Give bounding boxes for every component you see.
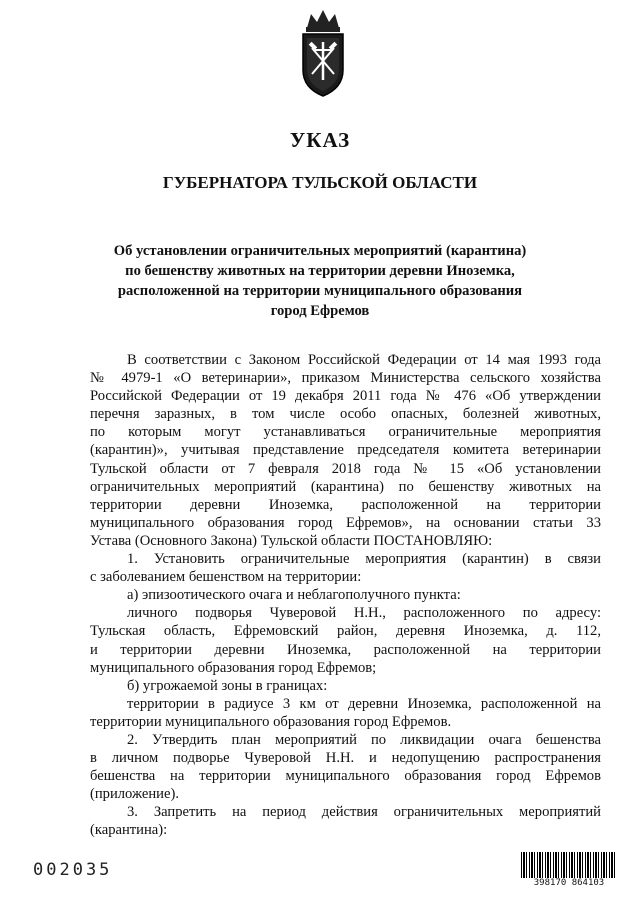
body-line: (карантина):: [90, 822, 168, 839]
barcode-number: 398170 864103: [533, 878, 605, 888]
body-line: а) эпизоотического очага и неблагополучного пункта:: [127, 587, 461, 604]
subject-line: Об установлении ограничительных мероприятий (карантина): [113, 243, 527, 259]
body-line: 1. Установить ограничительные мероприятия (карантин) в связи: [127, 551, 601, 568]
body-line: муниципального образования город Ефремов», на основании статьи 33: [90, 514, 601, 531]
coat-of-arms-icon: [297, 8, 349, 98]
subject-line: город Ефремов: [270, 303, 370, 319]
body-line: Тульская область, Ефремовский район, деревня Иноземка, д. 112,: [90, 623, 601, 640]
subject-line: по бешенству животных на территории деревни Иноземка,: [125, 263, 515, 279]
body-line: с заболеванием бешенством на территории:: [90, 569, 362, 586]
body-line: и территории деревни Иноземка, расположенной на территории: [90, 641, 601, 658]
body-line: 3. Запретить на период действия ограничительных мероприятий: [127, 804, 601, 821]
body-line: б) угрожаемой зоны в границах:: [127, 677, 328, 694]
body-line: Тульской области от 7 февраля 2018 года № 15 «Об установлении: [90, 460, 601, 477]
body-line: личного подворья Чуверовой Н.Н., расположенного по адресу:: [127, 605, 601, 622]
decree-body: [90, 351, 601, 840]
body-line: бешенства на территории муниципального образования город Ефремов: [90, 768, 601, 785]
body-line: (карантин)», учитывая представление председателя комитета ветеринарии: [90, 442, 601, 459]
body-line: ограничительных мероприятий (карантина) по бешенству животных на: [90, 478, 601, 495]
body-line: территории деревни Иноземка, расположенной на территории: [90, 496, 601, 513]
body-line: № 4979-1 «О ветеринарии», приказом Министерства сельского хозяйства: [90, 370, 601, 387]
body-line: перечня заразных, в том числе особо опасных, болезней животных,: [90, 406, 601, 423]
body-line: территории в радиусе 3 км от деревни Иноземка, расположенной на: [127, 695, 601, 712]
decree-subject: [100, 241, 540, 321]
body-line: Российской Федерации от 19 декабря 2011 года № 476 «Об утверждении: [90, 388, 601, 405]
body-line: территории муниципального образования город Ефремов.: [90, 713, 452, 730]
body-line: муниципального образования город Ефремов;: [90, 659, 377, 676]
serial-number: 002035: [33, 860, 113, 880]
barcode-icon: [521, 852, 617, 878]
body-line: (приложение).: [90, 786, 179, 803]
body-line: по которым могут устанавливаться ограничительные мероприятия: [90, 424, 601, 441]
body-line: в личном подворье Чуверовой Н.Н. и недопущению распространения: [90, 750, 601, 767]
body-line: В соответствии с Законом Российской Федерации от 14 мая 1993 года: [127, 352, 601, 368]
body-line: 2. Утвердить план мероприятий по ликвидации очага бешенства: [127, 731, 601, 748]
issuer-title: ГУБЕРНАТОРА ТУЛЬСКОЙ ОБЛАСТИ: [162, 173, 478, 192]
subject-line: расположенной на территории муниципального образования: [117, 283, 523, 299]
body-line: Устава (Основного Закона) Тульской области ПОСТАНОВЛЯЮ:: [90, 532, 493, 549]
document-type-title: УКАЗ: [289, 128, 351, 152]
